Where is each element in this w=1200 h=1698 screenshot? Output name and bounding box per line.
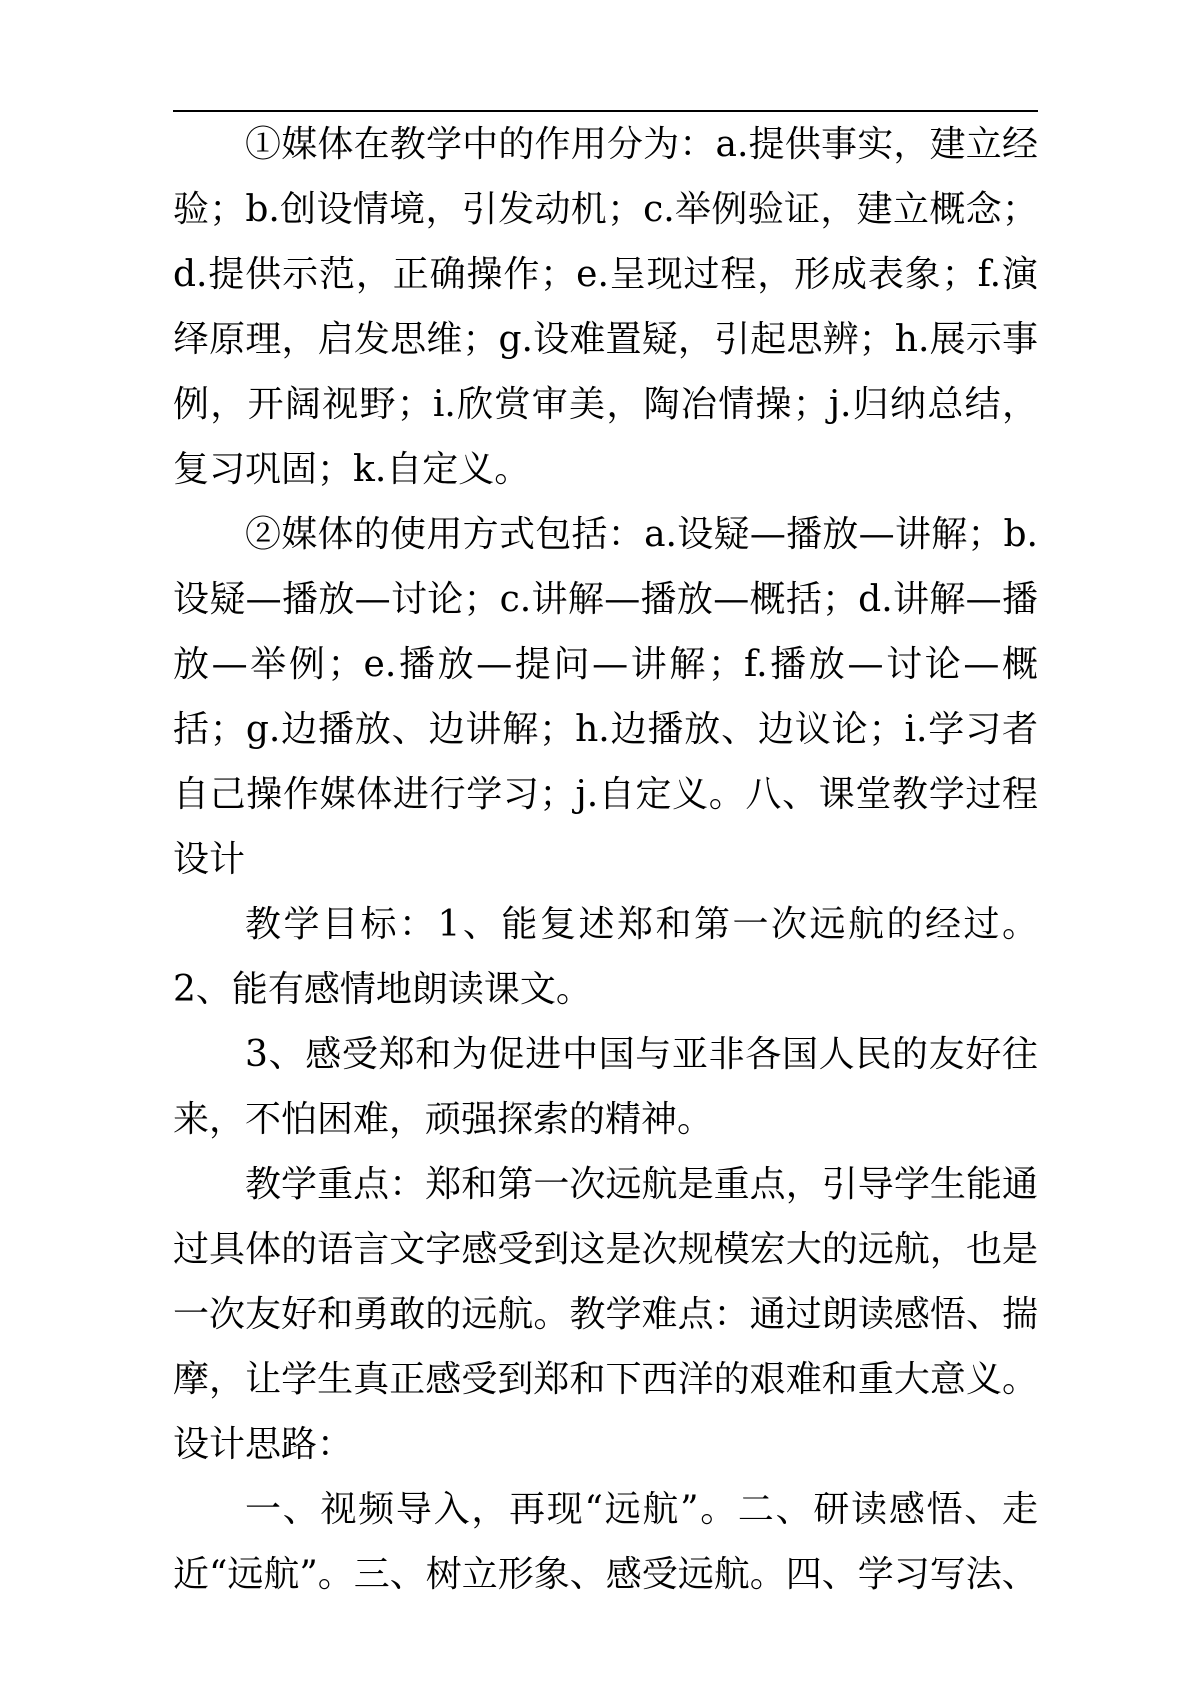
paragraph-media-roles: ①媒体在教学中的作用分为：a.提供事实，建立经验；b.创设情境，引发动机；c.举例验证，建立概念；d.提供示范，正确操作；e.呈现过程，形成表象；f.演绎原理，启发思维；g.设难置疑，引起思辨；h.展示事例，开阔视野；i.欣赏审美，陶冶情操；j.归纳总结，复习巩固；k.自定义。 bbox=[173, 124, 1038, 490]
document-body bbox=[173, 112, 1038, 1607]
paragraph-design-steps: 一、视频导入，再现“远航”。二、研读感悟、走近“远航”。三、树立形象、感受远航。四、学习写法、 bbox=[173, 1489, 1038, 1595]
paragraph-goal-three: 3、感受郑和为促进中国与亚非各国人民的友好往来，不怕困难，顽强探索的精神。 bbox=[173, 1034, 1038, 1140]
paragraph-key-points: 教学重点：郑和第一次远航是重点，引导学生能通过具体的语言文字感受到这是次规模宏大的远航，也是一次友好和勇敢的远航。教学难点：通过朗读感悟、揣摩，让学生真正感受到郑和下西洋的艰难和重大意义。设计思路： bbox=[173, 1164, 1038, 1465]
paragraph-media-usage: ②媒体的使用方式包括：a.设疑—播放—讲解；b.设疑—播放—讨论；c.讲解—播放—概括；d.讲解—播放—举例；e.播放—提问—讲解；f.播放—讨论—概括；g.边播放、边讲解；h.边播放、边议论；i.学习者自己操作媒体进行学习；j.自定义。八、课堂教学过程设计 bbox=[173, 514, 1038, 880]
paragraph-teaching-goals: 教学目标：1、能复述郑和第一次远航的经过。2、能有感情地朗读课文。 bbox=[173, 904, 1038, 1010]
